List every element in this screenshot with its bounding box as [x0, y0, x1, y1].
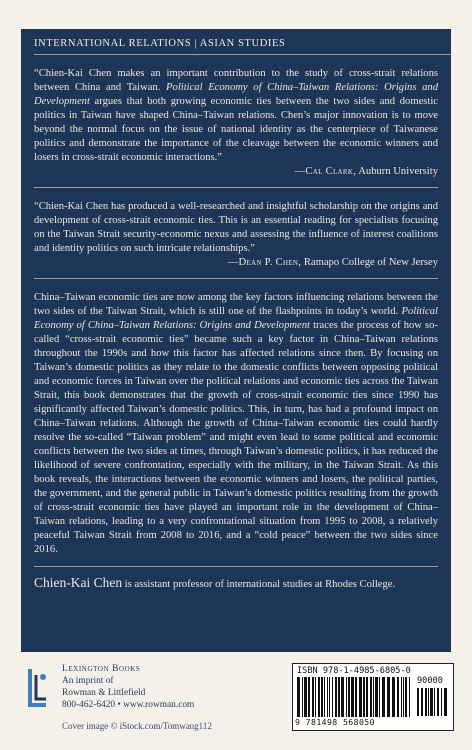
endorser-name: —Cal Clark,	[294, 166, 357, 177]
barcode-bar	[348, 677, 350, 717]
author-name: Chien-Kai Chen	[34, 575, 123, 590]
barcode-bar	[425, 688, 427, 716]
publisher-name: Lexington Books	[62, 664, 141, 674]
barcode-bar	[366, 677, 368, 717]
barcode-bar	[341, 677, 344, 717]
barcode-bar	[297, 677, 300, 717]
barcode-bar	[444, 688, 447, 716]
book-title: Political Economy of China–Taiwan Relations: Origins and Development	[34, 306, 438, 331]
publisher-line: Rowman & Littlefield	[62, 688, 146, 698]
book-description: China–Taiwan economic ties are now among the key factors influencing relations between the two sides of the Taiwan Strait, which is still one of the flashpoints in today’s world. Political Economy of China–Taiwan Relations: Origins and Development traces the process of how so-called “cross-strait economic ties” became such a key factor in China–Taiwan relations throughout the 1990s and how this factor has affected relations since then. By focusing on Taiwan’s domestic politics as they relate to the domestic conflicts between opposing political and economic forces in Taiwan over the political relations and economic ties across the Taiwan Strait, this book demonstrates that the growth of cross-strait economic ties since 1990 has significantly affected Taiwan’s domestic politics. This, in turn, has had a profound impact on China–Taiwan relations. Although the growth of China–Taiwan economic ties could hardly resolve the so-called “Taiwan problem” and might even lead to some political and economic conflicts between the two sides at times, through Taiwan’s domestic politics, it has reduced the likelihood of severe confrontation, especially with the military, in the Taiwan Strait. As this book reveals, the interactions between the economic winners and losers, the political parties, the government, and the general public in Taiwan’s domestic politics resulting from the growth of cross-strait economic ties have played an important role in the development of China–Taiwan relations, leading to a very confrontational situation from 1995 to 2008, a relatively peaceful Taiwan Strait from 2008 to 2016, and a “cold peace” between the two sides since 2016.	[34, 292, 438, 555]
book-title: Political Economy of China–Taiwan Relations: Origins and Development	[34, 82, 438, 107]
barcode-bar	[417, 688, 419, 716]
barcode-bar	[351, 677, 354, 717]
barcode-bar	[401, 677, 402, 717]
publisher-line: An imprint of	[62, 676, 114, 686]
barcode-bar	[308, 677, 310, 717]
series-label: INTERNATIONAL RELATIONS | ASIAN STUDIES	[34, 38, 286, 49]
barcode-bar	[359, 677, 362, 717]
isbn-barcode	[292, 663, 454, 731]
barcode-bar	[332, 677, 333, 717]
publisher-contact: 800-462-6420 • www.rowman.com	[62, 700, 195, 710]
publisher-info	[62, 663, 194, 711]
barcode-bar	[375, 677, 378, 717]
barcode-digits: 9 781498 568050	[295, 717, 375, 727]
endorser-affiliation: Ramapo College of New Jersey	[301, 257, 438, 268]
endorser-name: —Dean P. Chen,	[227, 257, 302, 268]
barcode-bar	[321, 677, 323, 717]
barcode-bar	[397, 677, 399, 717]
addon-barcode-bars	[417, 688, 447, 716]
barcode-bar	[437, 688, 439, 716]
endorsement-1	[34, 67, 438, 179]
barcode-bar	[315, 677, 316, 717]
barcode-bar	[373, 677, 374, 717]
divider	[34, 54, 451, 55]
barcode-bar	[346, 677, 347, 717]
endorsement-2	[34, 200, 438, 270]
text-panel	[21, 29, 451, 652]
divider	[34, 566, 438, 567]
barcode-bar	[324, 677, 325, 717]
isbn-number: ISBN 978-1-4985-6805-0	[297, 666, 411, 676]
quote-text: argues that both growing economic ties between the two sides and domestic politics in Taiwan have shaped China–Taiwan relations. Chen’s major innovation is to move beyond the normal focus on the issue of national identity as the centerpiece of Taiwanese politics and demonstrate the importance of the cleavage between the economic winners and losers in cross-strait economic interactions.”	[34, 96, 438, 163]
barcode-bar	[363, 677, 365, 717]
author-bio: Chien-Kai Chen is assistant professor of international studies at Rhodes College.	[34, 575, 396, 590]
endorser-affiliation: Auburn University	[356, 166, 438, 177]
divider	[34, 187, 438, 188]
barcode-bar	[318, 677, 320, 717]
barcode-bar	[382, 677, 385, 717]
quote-text: “Chien-Kai Chen makes an important contribution to the study of cross-strait relations between China and Taiwan.	[34, 68, 438, 93]
barcode-bar	[304, 677, 307, 717]
barcode-bar	[387, 677, 390, 717]
barcode-bar	[392, 677, 395, 717]
barcode-bar	[329, 677, 330, 717]
barcode-bar	[430, 688, 433, 716]
price-code: 90000	[417, 676, 443, 686]
barcode-bar	[355, 677, 357, 717]
barcode-bar	[441, 688, 442, 716]
barcode-bar	[335, 677, 337, 717]
barcode-bar	[403, 677, 404, 717]
quote-text: “Chien-Kai Chen has produced a well-researched and insightful scholarship on the origins and development of cross-strait economic ties. This is an essential reading for specialists focusing on the Taiwan Strait security-economic nexus and assessing the influence of interest coalitions and identity politics on such intricate relationships.”	[34, 201, 438, 254]
barcode-bar	[405, 677, 407, 717]
barcode-bar	[327, 677, 328, 717]
barcode-bar	[312, 677, 314, 717]
barcode-bar	[302, 677, 303, 717]
publisher-logo-icon	[24, 665, 50, 709]
barcode-bar	[370, 677, 372, 717]
barcode-bar	[379, 677, 380, 717]
barcode-bar	[338, 677, 340, 717]
barcode-bar	[421, 688, 423, 716]
barcode-bar	[434, 688, 435, 716]
barcode-bars	[297, 677, 413, 717]
barcode-bar	[409, 677, 410, 717]
divider	[34, 278, 438, 279]
cover-image-credit: Cover image © iStock.com/Tomwang112	[62, 721, 212, 731]
barcode-bar	[428, 688, 429, 716]
